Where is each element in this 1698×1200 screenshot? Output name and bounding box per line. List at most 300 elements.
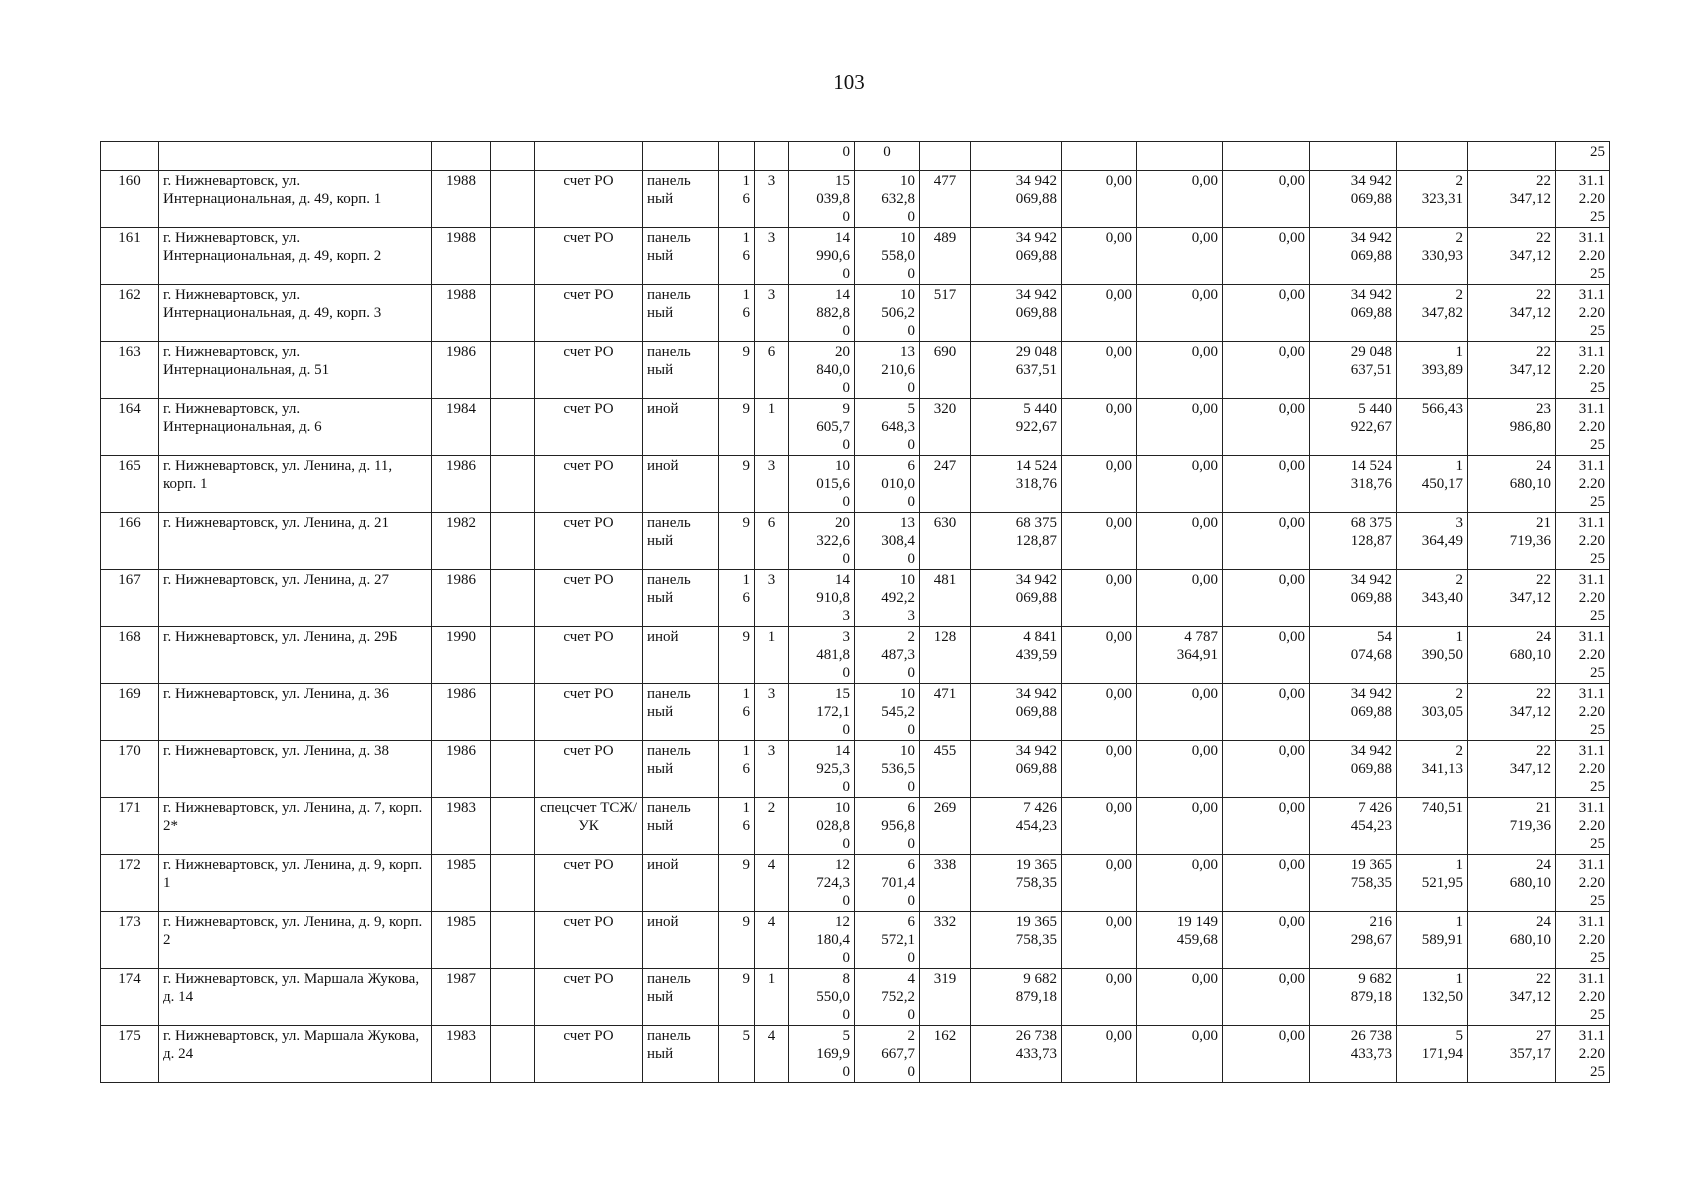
year-cell: 1987: [432, 969, 491, 1026]
cost-per-sqm-cell: 1 393,89: [1397, 342, 1468, 399]
deadline-cell: 31.1 2.20 25: [1556, 912, 1610, 969]
row-number-cell: 164: [101, 399, 159, 456]
fund-cell: 0,00: [1223, 342, 1310, 399]
cost-total-cell: 5 440 922,67: [971, 399, 1062, 456]
area-total-cell: 10 028,8 0: [789, 798, 855, 855]
fund-cell: 0,00: [1137, 342, 1223, 399]
year-cell: 1988: [432, 171, 491, 228]
residents-cell: 319: [920, 969, 971, 1026]
wall-material-cell: иной: [643, 399, 719, 456]
fund-cell: 0,00: [1137, 798, 1223, 855]
cost-per-sqm-cell: 2 323,31: [1397, 171, 1468, 228]
deadline-cell: 31.1 2.20 25: [1556, 684, 1610, 741]
fund-cell: 34 942 069,88: [1310, 684, 1397, 741]
area-living-cell: 10 506,2 0: [855, 285, 920, 342]
wall-material-cell: панель ный: [643, 741, 719, 798]
deadline-cell: 31.1 2.20 25: [1556, 399, 1610, 456]
address-cell: г. Нижневартовск, ул. Ленина, д. 29Б: [159, 627, 432, 684]
deadline-cell: 31.1 2.20 25: [1556, 1026, 1610, 1083]
floors-cell: 9: [719, 513, 755, 570]
limit-cost-cell: 21 719,36: [1468, 798, 1556, 855]
table-row: [101, 1026, 1610, 1083]
cost-total-cell: 4 841 439,59: [971, 627, 1062, 684]
limit-cost-cell: 22 347,12: [1468, 285, 1556, 342]
row-number-cell: 163: [101, 342, 159, 399]
fund-cell: 0,00: [1223, 855, 1310, 912]
fund-cell: 216 298,67: [1310, 912, 1397, 969]
account-type-cell: счет РО: [535, 969, 643, 1026]
limit-cost-cell: 21 719,36: [1468, 513, 1556, 570]
empty-cell: [491, 399, 535, 456]
fund-cell: 0,00: [1223, 1026, 1310, 1083]
cost-total-cell: 19 365 758,35: [971, 855, 1062, 912]
area-total-cell: 14 925,3 0: [789, 741, 855, 798]
floors-cell: 1 6: [719, 171, 755, 228]
table-row: [101, 171, 1610, 228]
floors-cell: 1 6: [719, 798, 755, 855]
cost-total-cell: 14 524 318,76: [971, 456, 1062, 513]
wall-material-cell: панель ный: [643, 171, 719, 228]
page-number: 103: [833, 70, 865, 94]
area-living-cell: 0: [855, 142, 920, 171]
row-number-cell: 174: [101, 969, 159, 1026]
residents-cell: 477: [920, 171, 971, 228]
address-cell: г. Нижневартовск, ул. Ленина, д. 38: [159, 741, 432, 798]
continuation-row: [101, 142, 1610, 171]
deadline-cell: 31.1 2.20 25: [1556, 228, 1610, 285]
table-row: [101, 627, 1610, 684]
area-total-cell: 12 180,4 0: [789, 912, 855, 969]
wall-material-cell: панель ный: [643, 228, 719, 285]
cost-per-sqm-cell: 1 521,95: [1397, 855, 1468, 912]
deadline-cell: 31.1 2.20 25: [1556, 285, 1610, 342]
empty-cell: [491, 228, 535, 285]
wall-material-cell: панель ный: [643, 684, 719, 741]
area-total-cell: 14 910,8 3: [789, 570, 855, 627]
row-number-cell: 169: [101, 684, 159, 741]
account-type-cell: счет РО: [535, 570, 643, 627]
account-type-cell: счет РО: [535, 513, 643, 570]
account-type-cell: счет РО: [535, 456, 643, 513]
limit-cost-cell: 24 680,10: [1468, 456, 1556, 513]
cell: [1468, 142, 1556, 171]
fund-cell: 0,00: [1223, 912, 1310, 969]
limit-cost-cell: 22 347,12: [1468, 228, 1556, 285]
cost-per-sqm-cell: 2 341,13: [1397, 741, 1468, 798]
deadline-cell: 31.1 2.20 25: [1556, 171, 1610, 228]
year-cell: 1983: [432, 798, 491, 855]
cost-total-cell: 34 942 069,88: [971, 684, 1062, 741]
floors-cell: 5: [719, 1026, 755, 1083]
residents-cell: 481: [920, 570, 971, 627]
table-row: [101, 228, 1610, 285]
table-row: [101, 399, 1610, 456]
fund-cell: 68 375 128,87: [1310, 513, 1397, 570]
account-type-cell: счет РО: [535, 912, 643, 969]
fund-cell: 0,00: [1137, 741, 1223, 798]
wall-material-cell: панель ный: [643, 798, 719, 855]
deadline-cell: 31.1 2.20 25: [1556, 627, 1610, 684]
cost-per-sqm-cell: 1 390,50: [1397, 627, 1468, 684]
empty-cell: [491, 342, 535, 399]
cost-total-cell: 34 942 069,88: [971, 741, 1062, 798]
area-total-cell: 20 322,6 0: [789, 513, 855, 570]
fund-cell: 0,00: [1223, 171, 1310, 228]
area-total-cell: 14 882,8 0: [789, 285, 855, 342]
account-type-cell: счет РО: [535, 627, 643, 684]
area-living-cell: 10 536,5 0: [855, 741, 920, 798]
row-number-cell: 173: [101, 912, 159, 969]
deadline-cell: 31.1 2.20 25: [1556, 513, 1610, 570]
address-cell: г. Нижневартовск, ул. Интернациональная, д. 51: [159, 342, 432, 399]
table-row: [101, 456, 1610, 513]
account-type-cell: счет РО: [535, 228, 643, 285]
fund-cell: 0,00: [1223, 513, 1310, 570]
wall-material-cell: иной: [643, 456, 719, 513]
residents-cell: 455: [920, 741, 971, 798]
row-number-cell: 165: [101, 456, 159, 513]
entrances-cell: 1: [755, 969, 789, 1026]
floors-cell: 1 6: [719, 285, 755, 342]
area-total-cell: 3 481,8 0: [789, 627, 855, 684]
fund-cell: 0,00: [1223, 399, 1310, 456]
fund-cell: 0,00: [1137, 969, 1223, 1026]
table-row: [101, 741, 1610, 798]
fund-cell: 0,00: [1062, 855, 1137, 912]
deadline-cell: 31.1 2.20 25: [1556, 342, 1610, 399]
fund-cell: 0,00: [1137, 513, 1223, 570]
area-total-cell: 9 605,7 0: [789, 399, 855, 456]
entrances-cell: 1: [755, 399, 789, 456]
row-number-cell: 170: [101, 741, 159, 798]
cost-total-cell: 34 942 069,88: [971, 228, 1062, 285]
cell: [920, 142, 971, 171]
limit-cost-cell: 22 347,12: [1468, 741, 1556, 798]
limit-cost-cell: 22 347,12: [1468, 969, 1556, 1026]
area-total-cell: 5 169,9 0: [789, 1026, 855, 1083]
row-number-cell: 175: [101, 1026, 159, 1083]
cell: [491, 142, 535, 171]
row-number-cell: 166: [101, 513, 159, 570]
area-living-cell: 10 545,2 0: [855, 684, 920, 741]
account-type-cell: счет РО: [535, 171, 643, 228]
entrances-cell: 3: [755, 741, 789, 798]
entrances-cell: 3: [755, 684, 789, 741]
deadline-cell: 31.1 2.20 25: [1556, 969, 1610, 1026]
area-living-cell: 6 956,8 0: [855, 798, 920, 855]
wall-material-cell: панель ный: [643, 1026, 719, 1083]
entrances-cell: 3: [755, 285, 789, 342]
address-cell: г. Нижневартовск, ул. Ленина, д. 7, корп. 2*: [159, 798, 432, 855]
area-total-cell: 10 015,6 0: [789, 456, 855, 513]
entrances-cell: 4: [755, 912, 789, 969]
fund-cell: 0,00: [1223, 228, 1310, 285]
cost-total-cell: 34 942 069,88: [971, 171, 1062, 228]
fund-cell: 0,00: [1223, 627, 1310, 684]
empty-cell: [491, 855, 535, 912]
table-row: [101, 969, 1610, 1026]
year-cell: 1985: [432, 855, 491, 912]
cell: [971, 142, 1062, 171]
year-cell: 1986: [432, 741, 491, 798]
fund-cell: 54 074,68: [1310, 627, 1397, 684]
entrances-cell: 6: [755, 513, 789, 570]
fund-cell: 0,00: [1137, 855, 1223, 912]
address-cell: г. Нижневартовск, ул. Ленина, д. 27: [159, 570, 432, 627]
cell: [1397, 142, 1468, 171]
wall-material-cell: панель ный: [643, 513, 719, 570]
table-row: [101, 342, 1610, 399]
table-row: [101, 912, 1610, 969]
cell: [1062, 142, 1137, 171]
row-number-cell: 167: [101, 570, 159, 627]
area-living-cell: 13 210,6 0: [855, 342, 920, 399]
floors-cell: 9: [719, 969, 755, 1026]
fund-cell: 0,00: [1062, 171, 1137, 228]
residents-cell: 338: [920, 855, 971, 912]
wall-material-cell: иной: [643, 627, 719, 684]
cell: [1137, 142, 1223, 171]
floors-cell: 1 6: [719, 228, 755, 285]
cost-per-sqm-cell: 2 343,40: [1397, 570, 1468, 627]
fund-cell: 0,00: [1137, 456, 1223, 513]
table-row: [101, 798, 1610, 855]
area-living-cell: 10 558,0 0: [855, 228, 920, 285]
residents-cell: 517: [920, 285, 971, 342]
cell: [101, 142, 159, 171]
entrances-cell: 3: [755, 570, 789, 627]
entrances-cell: 3: [755, 171, 789, 228]
area-total-cell: 15 172,1 0: [789, 684, 855, 741]
fund-cell: 0,00: [1062, 513, 1137, 570]
fund-cell: 0,00: [1223, 285, 1310, 342]
empty-cell: [491, 570, 535, 627]
row-number-cell: 161: [101, 228, 159, 285]
cost-per-sqm-cell: 5 171,94: [1397, 1026, 1468, 1083]
entrances-cell: 1: [755, 627, 789, 684]
area-total-cell: 12 724,3 0: [789, 855, 855, 912]
residents-cell: 247: [920, 456, 971, 513]
area-living-cell: 4 752,2 0: [855, 969, 920, 1026]
entrances-cell: 3: [755, 456, 789, 513]
year-cell: 1982: [432, 513, 491, 570]
residents-cell: 269: [920, 798, 971, 855]
limit-cost-cell: 24 680,10: [1468, 855, 1556, 912]
fund-cell: 34 942 069,88: [1310, 228, 1397, 285]
limit-cost-cell: 27 357,17: [1468, 1026, 1556, 1083]
fund-cell: 19 149 459,68: [1137, 912, 1223, 969]
empty-cell: [491, 627, 535, 684]
area-total-cell: 14 990,6 0: [789, 228, 855, 285]
wall-material-cell: иной: [643, 855, 719, 912]
deadline-cell: 31.1 2.20 25: [1556, 456, 1610, 513]
fund-cell: 34 942 069,88: [1310, 741, 1397, 798]
residents-cell: 489: [920, 228, 971, 285]
account-type-cell: счет РО: [535, 342, 643, 399]
cost-per-sqm-cell: 1 589,91: [1397, 912, 1468, 969]
fund-cell: 0,00: [1223, 684, 1310, 741]
area-living-cell: 10 632,8 0: [855, 171, 920, 228]
fund-cell: 0,00: [1223, 456, 1310, 513]
fund-cell: 0,00: [1062, 684, 1137, 741]
fund-cell: 0,00: [1137, 285, 1223, 342]
row-number-cell: 168: [101, 627, 159, 684]
fund-cell: 7 426 454,23: [1310, 798, 1397, 855]
area-living-cell: 6 010,0 0: [855, 456, 920, 513]
cell: [719, 142, 755, 171]
fund-cell: 0,00: [1223, 798, 1310, 855]
limit-cost-cell: 23 986,80: [1468, 399, 1556, 456]
fund-cell: 0,00: [1062, 912, 1137, 969]
fund-cell: 0,00: [1223, 570, 1310, 627]
deadline-cell: 31.1 2.20 25: [1556, 570, 1610, 627]
area-total-cell: 20 840,0 0: [789, 342, 855, 399]
fund-cell: 0,00: [1062, 741, 1137, 798]
cost-per-sqm-cell: 2 330,93: [1397, 228, 1468, 285]
area-total-cell: 8 550,0 0: [789, 969, 855, 1026]
fund-cell: 0,00: [1137, 399, 1223, 456]
fund-cell: 34 942 069,88: [1310, 171, 1397, 228]
table-row: [101, 570, 1610, 627]
floors-cell: 1 6: [719, 684, 755, 741]
empty-cell: [491, 969, 535, 1026]
account-type-cell: счет РО: [535, 1026, 643, 1083]
year-cell: 1984: [432, 399, 491, 456]
empty-cell: [491, 741, 535, 798]
entrances-cell: 2: [755, 798, 789, 855]
row-number-cell: 162: [101, 285, 159, 342]
cell: [535, 142, 643, 171]
cost-total-cell: 68 375 128,87: [971, 513, 1062, 570]
cell: [643, 142, 719, 171]
area-living-cell: 2 667,7 0: [855, 1026, 920, 1083]
limit-cost-cell: 22 347,12: [1468, 570, 1556, 627]
fund-cell: 0,00: [1137, 570, 1223, 627]
entrances-cell: 4: [755, 855, 789, 912]
limit-cost-cell: 24 680,10: [1468, 912, 1556, 969]
account-type-cell: счет РО: [535, 741, 643, 798]
account-type-cell: счет РО: [535, 855, 643, 912]
deadline-cell: 31.1 2.20 25: [1556, 855, 1610, 912]
address-cell: г. Нижневартовск, ул. Ленина, д. 11, корп. 1: [159, 456, 432, 513]
floors-cell: 9: [719, 399, 755, 456]
address-cell: г. Нижневартовск, ул. Интернациональная, д. 6: [159, 399, 432, 456]
fund-cell: 0,00: [1062, 399, 1137, 456]
table-row: [101, 684, 1610, 741]
residents-cell: 630: [920, 513, 971, 570]
floors-cell: 9: [719, 456, 755, 513]
address-cell: г. Нижневартовск, ул. Интернациональная, д. 49, корп. 2: [159, 228, 432, 285]
area-living-cell: 2 487,3 0: [855, 627, 920, 684]
area-total-cell: 0: [789, 142, 855, 171]
cell: [755, 142, 789, 171]
entrances-cell: 3: [755, 228, 789, 285]
cost-total-cell: 34 942 069,88: [971, 570, 1062, 627]
fund-cell: 0,00: [1062, 342, 1137, 399]
cell: [1310, 142, 1397, 171]
address-cell: г. Нижневартовск, ул. Маршала Жукова, д. 14: [159, 969, 432, 1026]
fund-cell: 0,00: [1062, 228, 1137, 285]
cost-per-sqm-cell: 2 347,82: [1397, 285, 1468, 342]
entrances-cell: 6: [755, 342, 789, 399]
deadline-cell: 31.1 2.20 25: [1556, 741, 1610, 798]
residents-cell: 320: [920, 399, 971, 456]
fund-cell: 0,00: [1062, 285, 1137, 342]
table-row: [101, 513, 1610, 570]
cost-per-sqm-cell: 2 303,05: [1397, 684, 1468, 741]
fund-cell: 0,00: [1223, 969, 1310, 1026]
year-cell: 1988: [432, 228, 491, 285]
cost-total-cell: 34 942 069,88: [971, 285, 1062, 342]
empty-cell: [491, 1026, 535, 1083]
cell: [1223, 142, 1310, 171]
cost-per-sqm-cell: 740,51: [1397, 798, 1468, 855]
year-cell: 1985: [432, 912, 491, 969]
fund-cell: 0,00: [1062, 1026, 1137, 1083]
cell: [159, 142, 432, 171]
floors-cell: 9: [719, 912, 755, 969]
fund-cell: 14 524 318,76: [1310, 456, 1397, 513]
floors-cell: 1 6: [719, 570, 755, 627]
area-total-cell: 15 039,8 0: [789, 171, 855, 228]
fund-cell: 0,00: [1223, 741, 1310, 798]
deadline-cell: 25: [1556, 142, 1610, 171]
address-cell: г. Нижневартовск, ул. Маршала Жукова, д. 24: [159, 1026, 432, 1083]
limit-cost-cell: 24 680,10: [1468, 627, 1556, 684]
area-living-cell: 10 492,2 3: [855, 570, 920, 627]
fund-cell: 0,00: [1137, 228, 1223, 285]
cost-total-cell: 9 682 879,18: [971, 969, 1062, 1026]
residents-cell: 128: [920, 627, 971, 684]
empty-cell: [491, 684, 535, 741]
address-cell: г. Нижневартовск, ул. Ленина, д. 36: [159, 684, 432, 741]
entrances-cell: 4: [755, 1026, 789, 1083]
year-cell: 1986: [432, 570, 491, 627]
table-row: [101, 855, 1610, 912]
limit-cost-cell: 22 347,12: [1468, 171, 1556, 228]
fund-cell: 5 440 922,67: [1310, 399, 1397, 456]
wall-material-cell: панель ный: [643, 969, 719, 1026]
address-cell: г. Нижневартовск, ул. Ленина, д. 9, корп. 1: [159, 855, 432, 912]
fund-cell: 0,00: [1137, 171, 1223, 228]
address-cell: г. Нижневартовск, ул. Ленина, д. 21: [159, 513, 432, 570]
account-type-cell: спецсчет ТСЖ/УК: [535, 798, 643, 855]
fund-cell: 4 787 364,91: [1137, 627, 1223, 684]
floors-cell: 9: [719, 342, 755, 399]
area-living-cell: 13 308,4 0: [855, 513, 920, 570]
year-cell: 1986: [432, 342, 491, 399]
cost-per-sqm-cell: 1 450,17: [1397, 456, 1468, 513]
address-cell: г. Нижневартовск, ул. Интернациональная, д. 49, корп. 1: [159, 171, 432, 228]
fund-cell: 29 048 637,51: [1310, 342, 1397, 399]
table-row: [101, 285, 1610, 342]
fund-cell: 0,00: [1062, 570, 1137, 627]
year-cell: 1983: [432, 1026, 491, 1083]
wall-material-cell: панель ный: [643, 285, 719, 342]
fund-cell: 0,00: [1137, 684, 1223, 741]
empty-cell: [491, 171, 535, 228]
floors-cell: 9: [719, 627, 755, 684]
cost-total-cell: 26 738 433,73: [971, 1026, 1062, 1083]
account-type-cell: счет РО: [535, 684, 643, 741]
fund-cell: 19 365 758,35: [1310, 855, 1397, 912]
fund-cell: 0,00: [1062, 798, 1137, 855]
fund-cell: 0,00: [1062, 969, 1137, 1026]
residents-cell: 332: [920, 912, 971, 969]
fund-cell: 0,00: [1062, 456, 1137, 513]
year-cell: 1988: [432, 285, 491, 342]
floors-cell: 1 6: [719, 741, 755, 798]
